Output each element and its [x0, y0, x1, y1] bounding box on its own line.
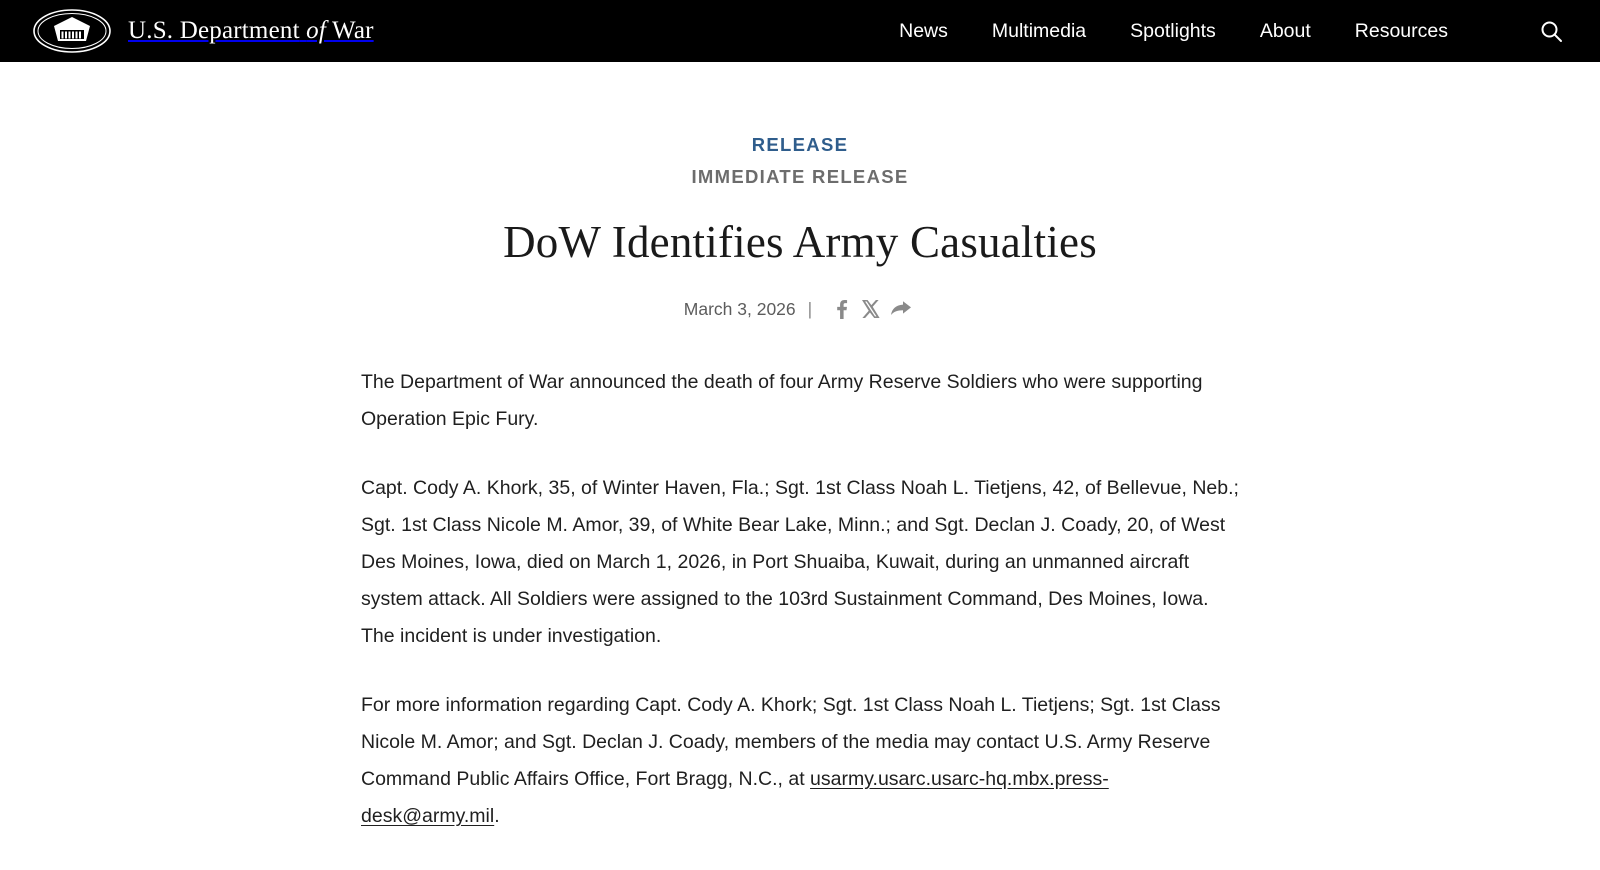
nav-item-resources[interactable]: Resources [1354, 19, 1448, 42]
article-paragraph-1: The Department of War announced the death of four Army Reserve Soldiers who were supporting Operation Epic Fury. [361, 371, 1203, 430]
nav-item-about[interactable]: About [1259, 19, 1311, 42]
paragraph-3-text-after: . [494, 805, 500, 827]
site-title-italic: of [306, 17, 327, 44]
site-title-suffix: War [332, 17, 374, 44]
site-header [0, 0, 1600, 62]
meta-divider: | [807, 298, 813, 319]
share-arrow-icon[interactable] [886, 298, 916, 320]
page-title: DoW Identifies Army Casualties [503, 217, 1097, 267]
release-kicker: RELEASE [751, 134, 849, 155]
facebook-icon[interactable] [826, 298, 856, 320]
press-release-article [360, 134, 1240, 835]
article-paragraph-3 [361, 687, 1239, 835]
article-meta [360, 298, 1240, 320]
press-desk-email-link[interactable]: usarmy.usarc.usarc-hq.mbx.press-desk@army.mil [361, 768, 1109, 827]
publish-date: March 3, 2026 [683, 298, 796, 319]
page-content [0, 62, 1600, 835]
article-body [360, 364, 1240, 835]
paragraph-3-text-before: For more information regarding Capt. Cody A. Khork; Sgt. 1st Class Noah L. Tietjens; Sgt. 1st Class Nicole M. Amor; and Sgt. Declan J. Coady, members of the media may contact U.S. Army Reserve Command Public Affairs Office, Fort Bragg, N.C., at [361, 694, 1221, 790]
site-brand-home-link[interactable] [32, 8, 374, 54]
main-navigation [899, 18, 1564, 44]
nav-item-multimedia[interactable]: Multimedia [991, 19, 1087, 42]
release-subkicker: IMMEDIATE RELEASE [691, 166, 909, 187]
nav-item-news[interactable]: News [899, 19, 948, 42]
search-icon[interactable] [1538, 18, 1564, 44]
site-title-prefix: U.S. Department [128, 17, 300, 44]
site-title [128, 17, 374, 45]
x-twitter-icon[interactable] [856, 298, 886, 320]
article-paragraph-2: Capt. Cody A. Khork, 35, of Winter Haven, Fla.; Sgt. 1st Class Noah L. Tietjens, 42, of Bellevue, Neb.; Sgt. 1st Class Nicole M. Amor, 39, of White Bear Lake, Minn.; and Sgt. Declan J. Coady, 20, of West Des Moines, Iowa, died on March 1, 2026, in Port Shuaiba, Kuwait, during an unmanned aircraft system attack. All Soldiers were assigned to the 103rd Sustainment Command, Des Moines, Iowa. The incident is under investigation. [361, 477, 1239, 647]
nav-item-spotlights[interactable]: Spotlights [1130, 19, 1216, 42]
dod-seal-icon [32, 8, 112, 54]
